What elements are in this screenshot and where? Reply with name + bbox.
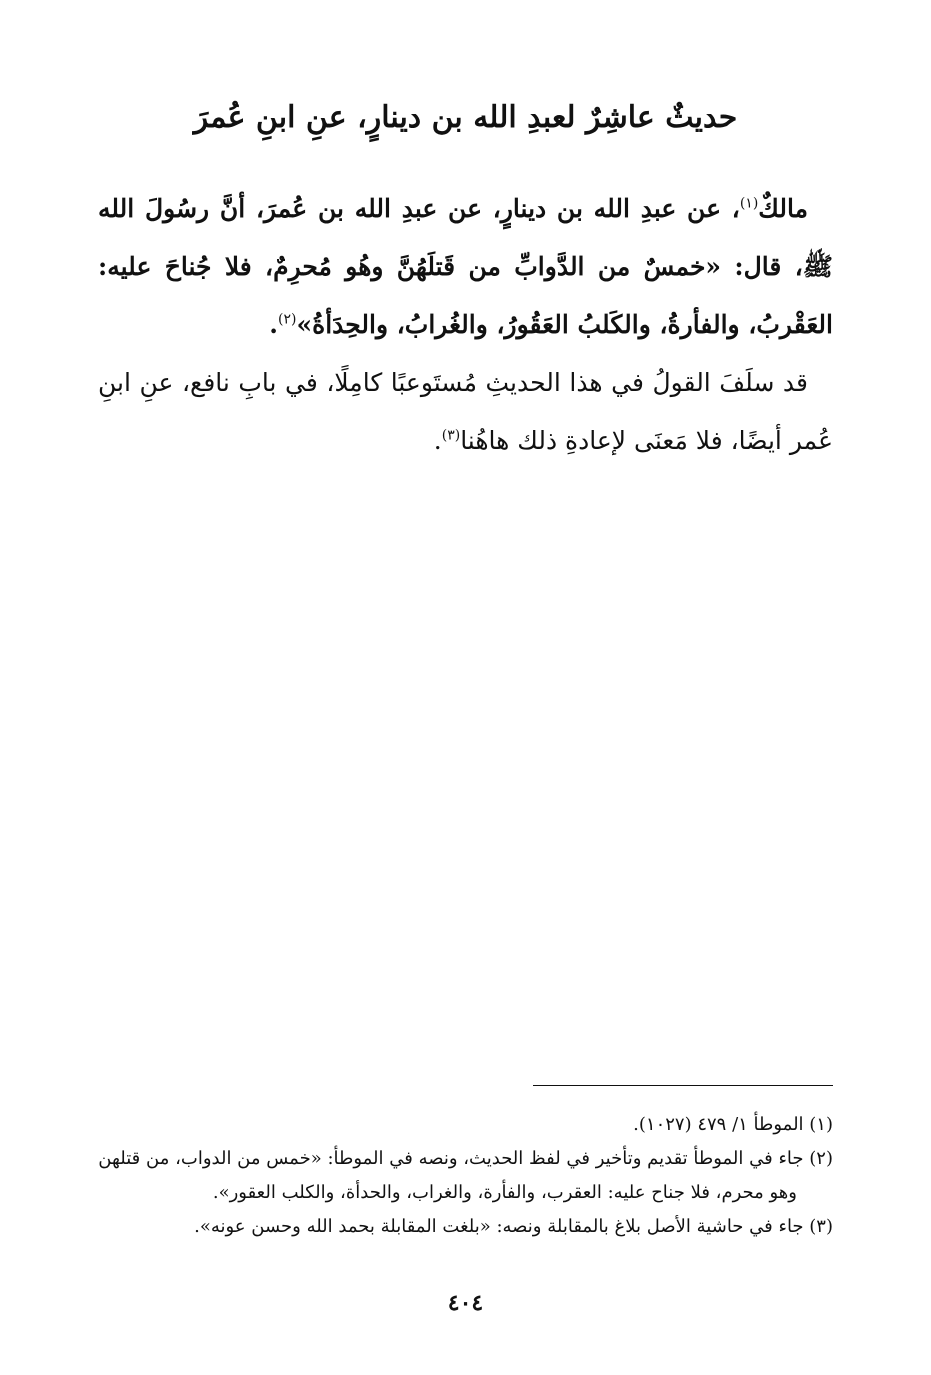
footnote-1: (١) الموطأ ١/ ٤٧٩ (١٠٢٧). bbox=[633, 1114, 833, 1135]
main-text bbox=[98, 180, 833, 470]
footnote-marker-2: (٢) bbox=[278, 311, 297, 328]
commentary-paragraph bbox=[98, 354, 833, 470]
hadith-text-end: . bbox=[269, 310, 278, 339]
footnote-3: (٣) جاء في حاشية الأصل بلاغ بالمقابلة ونصه: «بلغت المقابلة بحمد الله وحسن عونه». bbox=[194, 1216, 833, 1237]
commentary-text-end: . bbox=[433, 426, 442, 455]
footnote-marker-3: (٣) bbox=[441, 427, 461, 444]
footnote-separator bbox=[533, 1085, 833, 1086]
hadith-paragraph bbox=[98, 180, 833, 354]
footnote-marker-1: (١) bbox=[739, 195, 759, 212]
commentary-text: قد سلَفَ القولُ في هذا الحديثِ مُستَوعبًا كامِلًا، في بابِ نافع، عنِ ابنِ عُمر أيضًا، فلا مَعنَى لإعادةِ ذلك هاهُنا bbox=[98, 368, 833, 455]
chapter-title: حديثٌ عاشِرٌ لعبدِ الله بن دينارٍ، عنِ ابنِ عُمرَ bbox=[193, 100, 738, 135]
footnote-2: (٢) جاء في الموطأ تقديم وتأخير في لفظ الحديث، ونصه في الموطأ: «خمس من الدواب، من قتلهن وهو محرم، فلا جناح عليه: العقرب، والفأرة، والغراب، والحدأة، والكلب العقور». bbox=[98, 1148, 833, 1203]
footnotes-section bbox=[98, 1108, 833, 1244]
hadith-text-body: ، عن عبدِ الله بن دينارٍ، عن عبدِ الله بن عُمرَ، أنَّ رسُولَ الله ﷺ، قال: «خمسٌ من الدَّوابِّ من قَتلَهُنَّ وهُو مُحرِمٌ، فلا جُناحَ عليه: العَقْربُ، والفأرةُ، والكَلبُ العَقُورُ، والغُرابُ، والحِدَأةُ» bbox=[98, 194, 833, 339]
page-number: ٤٠٤ bbox=[447, 1290, 484, 1316]
hadith-text-start: مالكٌ bbox=[758, 194, 808, 223]
